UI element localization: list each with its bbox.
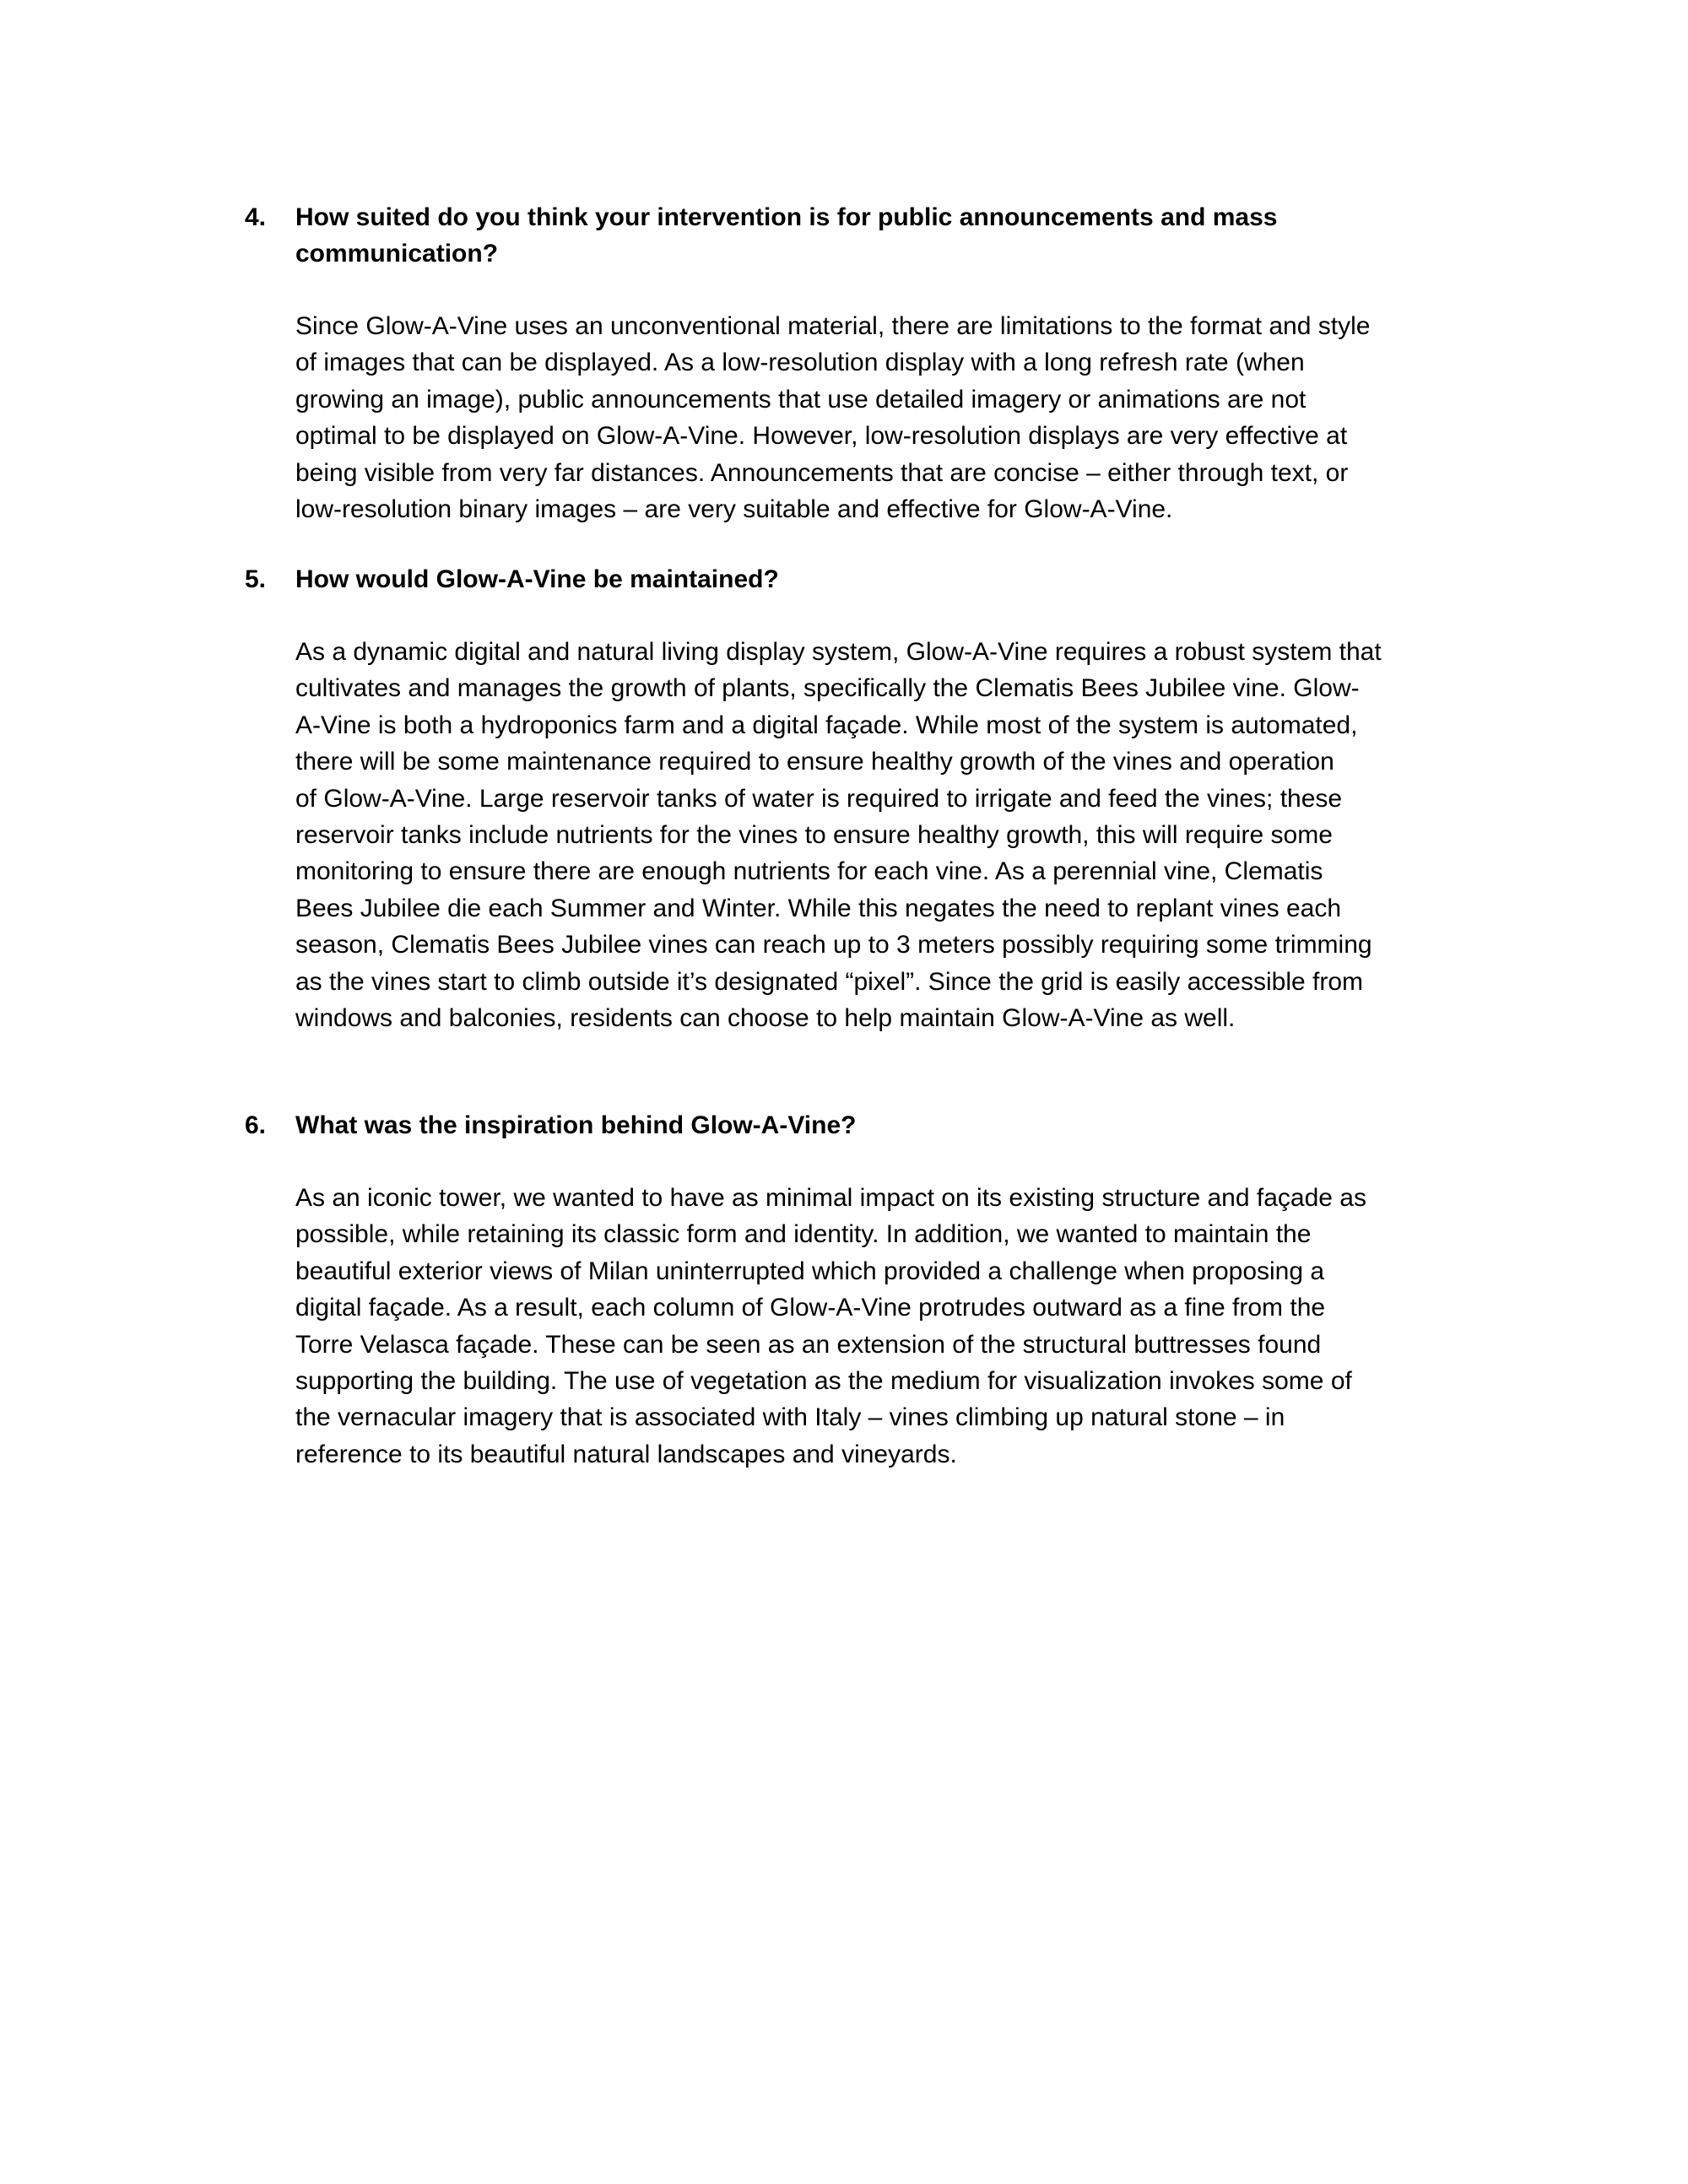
answer-line: supporting the building. The use of vegetation as the medium for visualization invokes some of xyxy=(295,1367,1352,1396)
question-line: What was the inspiration behind Glow-A-Vine? xyxy=(295,1111,857,1139)
question-heading xyxy=(295,199,1494,272)
question-heading xyxy=(295,561,1494,597)
answer-line: A-Vine is both a hydroponics farm and a digital façade. While most of the system is automated, xyxy=(295,711,1358,739)
question-line: How suited do you think your intervention is for public announcements and mass xyxy=(295,203,1278,231)
answer-line: As an iconic tower, we wanted to have as minimal impact on its existing structure and façade as xyxy=(295,1184,1366,1212)
question-line: communication? xyxy=(295,240,499,268)
answer-line: of images that can be displayed. As a low-resolution display with a long refresh rate (when xyxy=(295,349,1305,377)
answer-line: windows and balconies, residents can choose to help maintain Glow-A-Vine as well. xyxy=(295,1004,1236,1033)
answer-line: reference to its beautiful natural landscapes and vineyards. xyxy=(295,1440,957,1468)
answer-line: possible, while retaining its classic form and identity. In addition, we wanted to maintain the xyxy=(295,1220,1312,1249)
answer-line: the vernacular imagery that is associated with Italy – vines climbing up natural stone – in xyxy=(295,1403,1285,1432)
question-heading xyxy=(295,1107,1494,1143)
answer-paragraph xyxy=(295,634,1494,1036)
answer-line: being visible from very far distances. Announcements that are concise – either through text, or xyxy=(295,458,1349,487)
question-number: 6. xyxy=(245,1111,267,1139)
section-6 xyxy=(245,1107,1494,1473)
answer-line: monitoring to ensure there are enough nutrients for each vine. As a perennial vine, Clematis xyxy=(295,857,1323,886)
answer-line: beautiful exterior views of Milan uninterrupted which provided a challenge when proposing a xyxy=(295,1257,1325,1285)
answer-line: reservoir tanks include nutrients for the vines to ensure healthy growth, this will require some xyxy=(295,821,1333,850)
section-5 xyxy=(245,561,1494,1036)
answer-line: Since Glow-A-Vine uses an unconventional material, there are limitations to the format and style xyxy=(295,312,1371,340)
answer-line: Bees Jubilee die each Summer and Winter. While this negates the need to replant vines each xyxy=(295,894,1342,922)
answer-paragraph xyxy=(295,308,1494,527)
section-4 xyxy=(245,199,1494,527)
answer-line: Torre Velasca façade. These can be seen as an extension of the structural buttresses found xyxy=(295,1330,1322,1359)
answer-line: As a dynamic digital and natural living display system, Glow-A-Vine requires a robust system that xyxy=(295,638,1382,666)
answer-line: digital façade. As a result, each column of Glow-A-Vine protrudes outward as a fine from the xyxy=(295,1294,1326,1322)
answer-line: growing an image), public announcements that use detailed imagery or animations are not xyxy=(295,385,1307,414)
answer-line: season, Clematis Bees Jubilee vines can reach up to 3 meters possibly requiring some trimming xyxy=(295,931,1372,960)
answer-line: of Glow-A-Vine. Large reservoir tanks of water is required to irrigate and feed the vines; these xyxy=(295,784,1343,813)
question-number: 5. xyxy=(245,565,267,593)
question-number: 4. xyxy=(245,203,267,231)
answer-line: cultivates and manages the growth of plants, specifically the Clematis Bees Jubilee vine. Glow- xyxy=(295,674,1360,703)
answer-paragraph xyxy=(295,1180,1494,1473)
answer-line: optimal to be displayed on Glow-A-Vine. However, low-resolution displays are very effective at xyxy=(295,422,1348,451)
question-line: How would Glow-A-Vine be maintained? xyxy=(295,565,779,593)
answer-line: as the vines start to climb outside it’s designated “pixel”. Since the grid is easily accessible from xyxy=(295,967,1364,996)
answer-line: there will be some maintenance required to ensure healthy growth of the vines and operation xyxy=(295,748,1334,776)
answer-line: low-resolution binary images – are very suitable and effective for Glow-A-Vine. xyxy=(295,495,1173,524)
